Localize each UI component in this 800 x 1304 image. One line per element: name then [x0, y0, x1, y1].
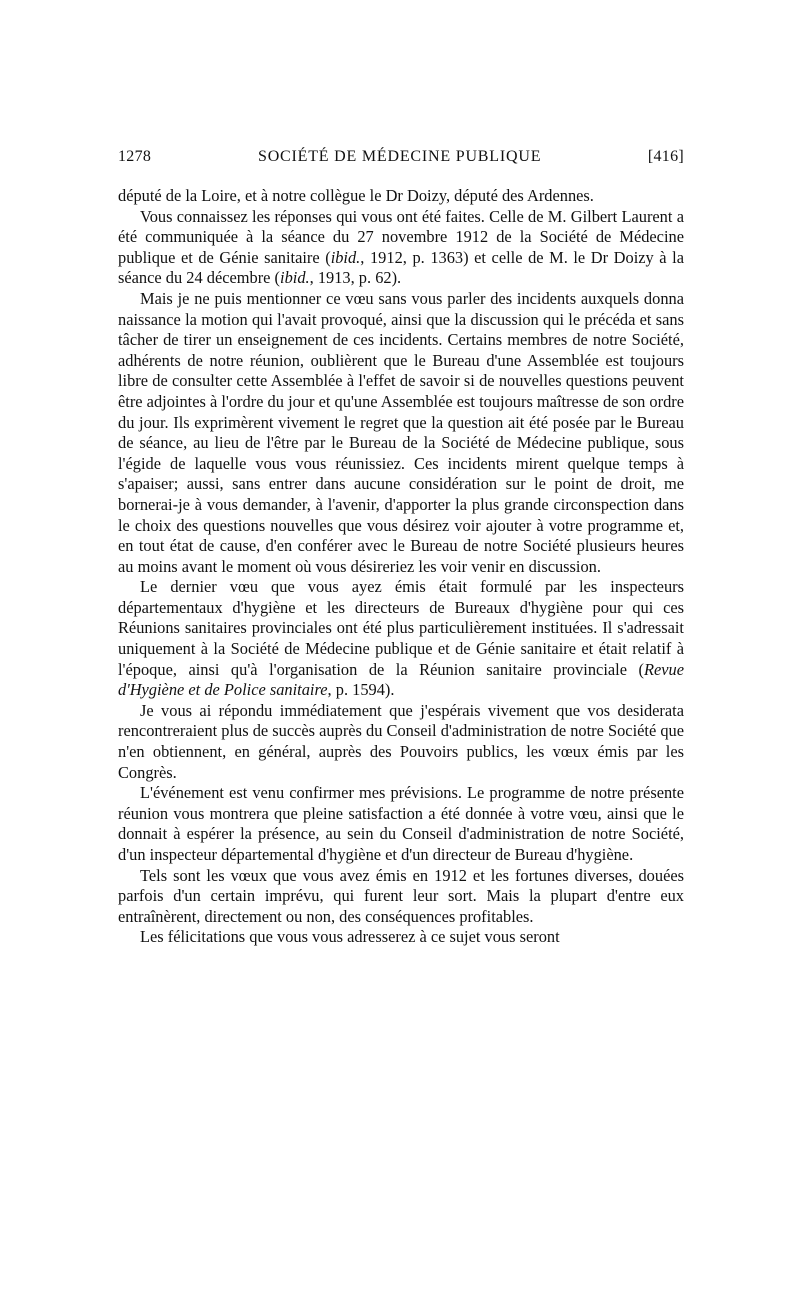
- text-segment: Les félicitations que vous vous adresserez à ce sujet vous seront: [140, 927, 560, 947]
- body-text: [118, 186, 684, 948]
- text-segment: , p. 1594).: [327, 680, 395, 700]
- text-segment: Vous connaissez les réponses qui vous ont été faites. Celle de M. Gilbert Laurent a été communiquée à la séance du 27 novembre 1912 de la Société de Médecine publique et de Génie sanitaire (: [118, 206, 684, 267]
- paragraph: [118, 927, 684, 948]
- running-head: [118, 148, 684, 172]
- page-reference: [416]: [647, 148, 684, 165]
- text-segment: , 1912, p. 1363) et celle de M. le Dr Doizy à la séance du 24 décembre (: [118, 247, 684, 288]
- text-segment: L'événement est venu confirmer mes prévisions. Le programme de notre présente réunion vous montrera que pleine satisfaction a été donnée à votre vœu, ainsi que le donnait à espérer la présence, au sein du Conseil d'administration de notre Société, d'un inspecteur départemental d'hygiène et d'un directeur de Bureau d'hygiène.: [118, 783, 684, 864]
- paragraph: [118, 783, 684, 865]
- text-segment: Tels sont les vœux que vous avez émis en 1912 et les fortunes diverses, douées parfois d'un certain imprévu, qui furent leur sort. Mais la plupart d'entre eux entraînèrent, directement ou non, des conséquences profitables.: [118, 865, 684, 926]
- citation-abbreviation: ibid.: [330, 247, 361, 267]
- paragraph: [118, 866, 684, 928]
- book-page: [118, 148, 684, 948]
- paragraph: [118, 186, 684, 207]
- text-segment: Le dernier vœu que vous ayez émis était formulé par les inspecteurs départementaux d'hygiène et les directeurs de Bureaux d'hygiène pour qui ces Réunions sanitaires provinciales ont été plus particulièrement instituées. Il s'adressait uniquement à la Société de Médecine publique et de Génie sanitaire et était relatif à l'époque, ainsi qu'à l'organisation de la Réunion sanitaire provinciale (: [118, 577, 684, 679]
- citation-abbreviation: ibid.: [280, 268, 310, 288]
- running-head-title: SOCIÉTÉ DE MÉDECINE PUBLIQUE: [258, 148, 542, 165]
- page-number: 1278: [118, 148, 152, 165]
- paragraph: [118, 701, 684, 783]
- journal-title: Revue d'Hygiène et de Police sanitaire: [118, 659, 684, 700]
- text-segment: , 1913, p. 62).: [309, 268, 402, 288]
- text-segment: député de la Loire, et à notre collègue le Dr Doizy, député des Ardennes.: [118, 186, 594, 205]
- paragraph: [118, 289, 684, 577]
- paragraph: [118, 207, 684, 289]
- text-segment: Mais je ne puis mentionner ce vœu sans vous parler des incidents auxquels donna naissance la motion qui l'avait provoqué, ainsi que la discussion qui le précéda et sans tâcher de tirer un enseignement de ces incidents. Certains membres de notre Société, adhérents de notre réunion, oublièrent que le Bureau d'une Assemblée est toujours libre de consulter cette Assemblée à l'effet de savoir si de nouvelles questions peuvent être adjointes à l'ordre du jour et qu'une Assemblée est toujours maîtresse de son ordre du jour. Ils exprimèrent vivement le regret que la question ait été posée par le Bureau de séance, au lieu de l'être par le Bureau de la Société de Médecine publique, sous l'égide de laquelle vous vous réunissiez. Ces incidents mirent quelque temps à s'apaiser; aussi, sans entrer dans aucune considération sur le point de droit, me bornerai-je à vous demander, à l'avenir, d'apporter la plus grande circonspection dans le choix des questions nouvelles que vous désirez voir ajouter à votre programme et, en tout état de cause, d'en conférer avec le Bureau de notre Société plusieurs heures au moins avant le moment où vous désireriez les voir venir en discussion.: [118, 288, 684, 576]
- paragraph: [118, 577, 684, 701]
- text-segment: Je vous ai répondu immédiatement que j'espérais vivement que vos desiderata rencontreraient plus de succès auprès du Conseil d'administration de notre Société que n'en obtiennent, en général, auprès des Pouvoirs publics, les vœux émis par les Congrès.: [118, 700, 684, 782]
